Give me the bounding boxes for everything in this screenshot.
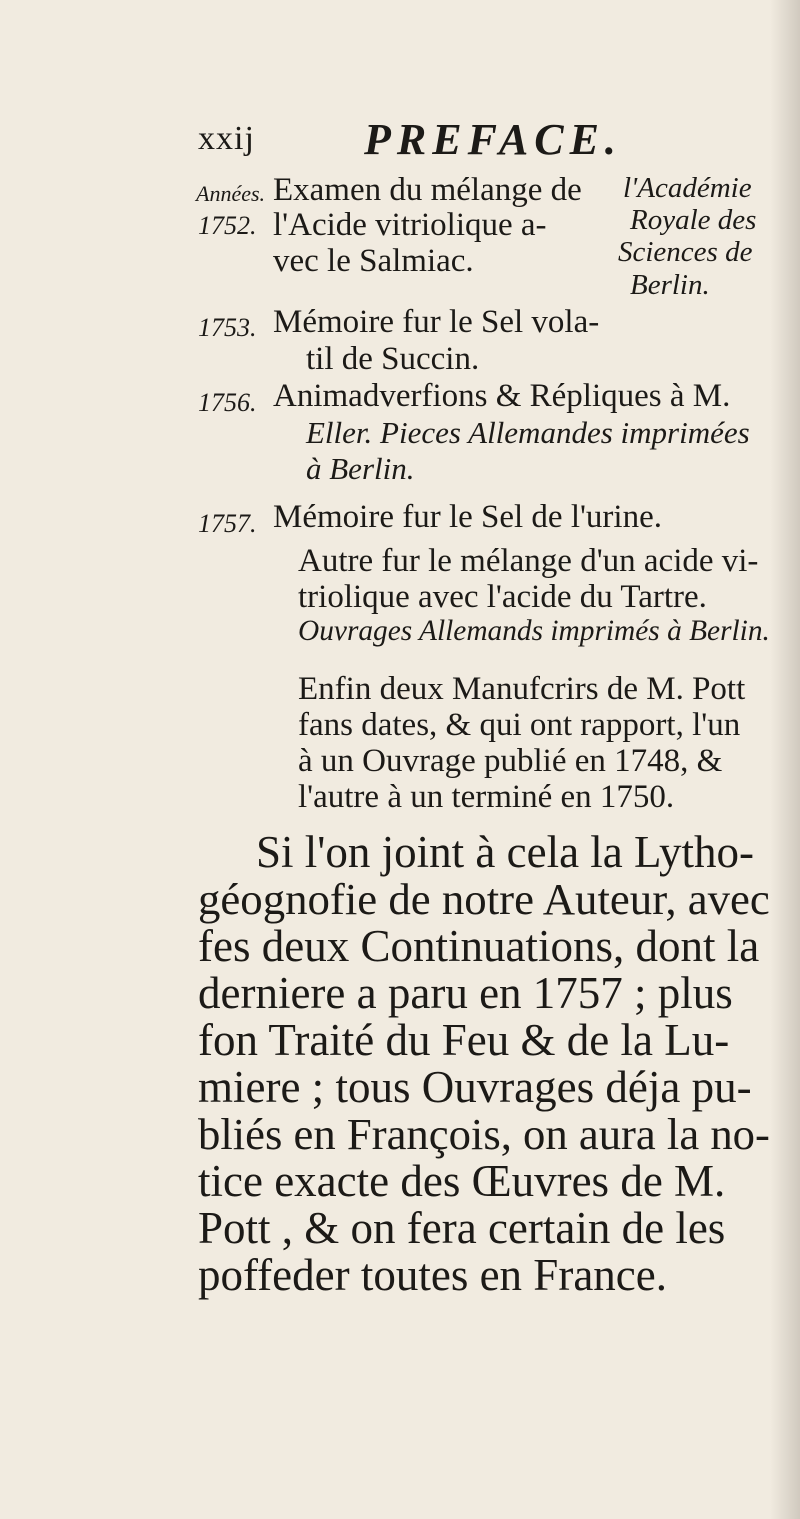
manuscripts-line: fans dates, & qui ont rapport, l'un (298, 707, 741, 743)
entry-line: Mémoire fur le Sel de l'urine. (273, 499, 662, 535)
extra-line: Autre fur le mélange d'un acide vi- (298, 543, 759, 579)
manuscripts-line: à un Ouvrage publié en 1748, & (298, 743, 723, 779)
extra-line: Ouvrages Allemands imprimés à Berlin. (298, 615, 770, 647)
entry-line: Eller. Pieces Allemandes imprimées (306, 415, 750, 450)
side-note-line: Berlin. (630, 269, 710, 301)
paragraph-line: tice exacte des Œuvres de M. (198, 1156, 726, 1206)
entry-line: Examen du mélange de (273, 172, 582, 208)
years-margin-label: Années. (196, 181, 266, 206)
side-note-line: Sciences de (618, 236, 753, 268)
manuscripts-line: Enfin deux Manufcrirs de M. Pott (298, 671, 746, 707)
running-title: PREFACE. (364, 115, 622, 164)
side-note-line: Royale des (630, 204, 757, 236)
manuscripts-line: l'autre à un terminé en 1750. (298, 779, 675, 815)
paragraph-line: géognofie de notre Auteur, avec (198, 874, 770, 924)
entry-line: Mémoire fur le Sel vola- (273, 304, 600, 340)
entry-line: l'Acide vitriolique a- (273, 207, 547, 243)
entry-year: 1753. (198, 313, 257, 342)
paragraph-line: Pott , & on fera certain de les (198, 1203, 726, 1253)
side-note-line: l'Académie (623, 172, 752, 204)
entry-year: 1752. (198, 211, 257, 240)
paragraph-line: bliés en François, on aura la no- (198, 1109, 770, 1159)
paragraph-line: miere ; tous Ouvrages déja pu- (198, 1062, 752, 1112)
paragraph-line: derniere a paru en 1757 ; plus (198, 968, 733, 1018)
entry-year: 1757. (198, 509, 257, 538)
page-edge-shadow (770, 0, 800, 1519)
paragraph-line: fes deux Continuations, dont la (198, 921, 760, 971)
paragraph-line: fon Traité du Feu & de la Lu- (198, 1015, 730, 1065)
entry-line: à Berlin. (306, 451, 415, 486)
paragraph-line: Si l'on joint à cela la Lytho- (256, 827, 755, 877)
entry-year: 1756. (198, 388, 257, 417)
paragraph-line: poffeder toutes en France. (198, 1250, 667, 1300)
extra-line: triolique avec l'acide du Tartre. (298, 579, 707, 615)
entry-line: vec le Salmiac. (273, 243, 474, 279)
entry-line: til de Succin. (306, 341, 480, 377)
entry-line: Animadverfions & Répliques à M. (273, 378, 731, 414)
page-number: xxij (198, 120, 255, 157)
